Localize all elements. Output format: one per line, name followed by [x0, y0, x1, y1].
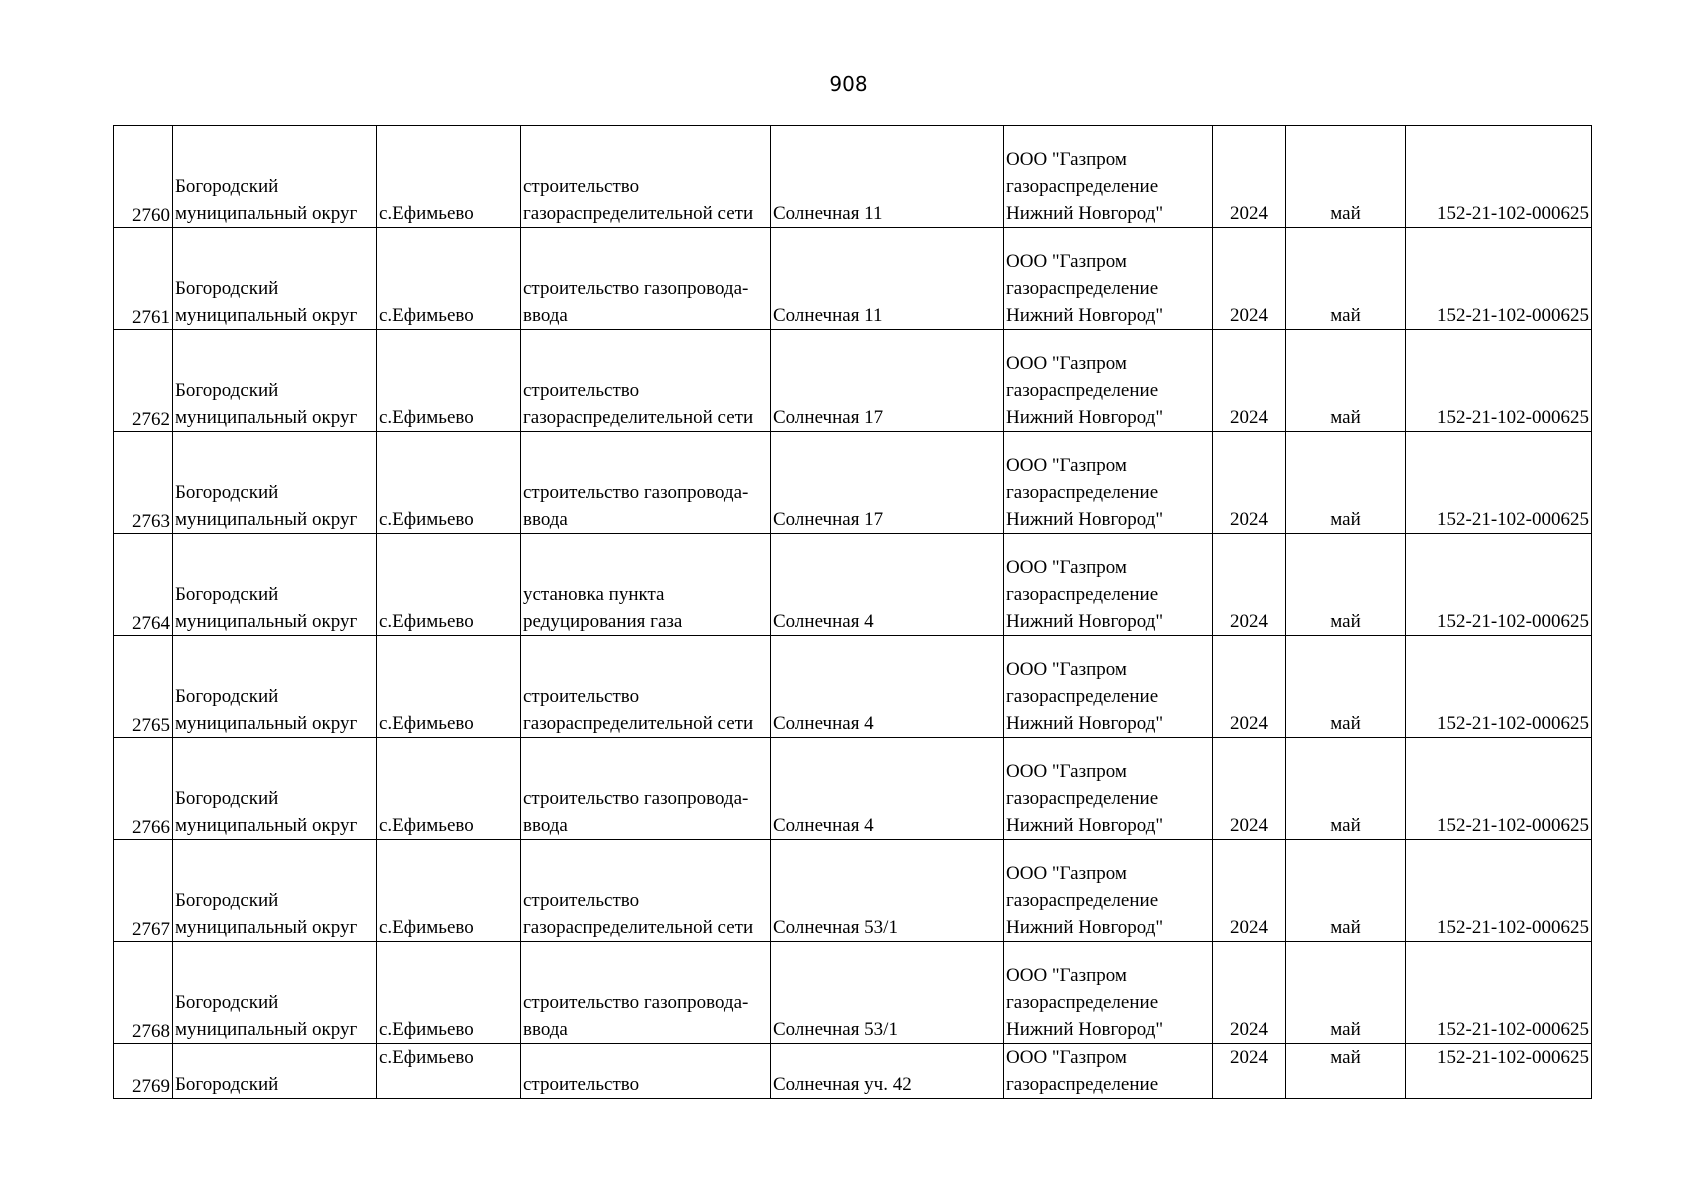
- work-type-cell: [521, 942, 771, 1044]
- address-cell: Солнечная 53/1: [771, 942, 1004, 1044]
- org-line: ООО "Газпром: [1006, 251, 1127, 272]
- district-line: Богородский: [175, 686, 279, 707]
- district-line: Богородский: [175, 788, 279, 809]
- table-row: [114, 228, 1592, 330]
- district-line: Богородский: [175, 992, 279, 1013]
- address-cell: Солнечная 4: [771, 534, 1004, 636]
- work-line: строительство: [523, 1074, 640, 1095]
- work-line: строительство: [523, 890, 640, 911]
- org-line: Нижний Новгород": [1006, 917, 1164, 938]
- row-number: 2765: [114, 636, 173, 738]
- work-line: строительство: [523, 176, 640, 197]
- year-cell: 2024: [1213, 636, 1286, 738]
- work-line: ввода: [523, 1019, 568, 1040]
- locality-cell: с.Ефимьево: [377, 126, 521, 228]
- org-line: газораспределение: [1006, 176, 1159, 197]
- code-cell: 152-21-102-000625: [1406, 1044, 1592, 1099]
- work-type-cell: [521, 840, 771, 942]
- row-number: 2768: [114, 942, 173, 1044]
- work-line: строительство газопровода-: [523, 788, 749, 809]
- address-cell: Солнечная уч. 42: [771, 1044, 1004, 1099]
- district-line: Богородский: [175, 890, 279, 911]
- locality-cell: с.Ефимьево: [377, 432, 521, 534]
- page-number: 908: [829, 72, 868, 96]
- locality-cell: с.Ефимьево: [377, 636, 521, 738]
- district-line: муниципальный округ: [175, 815, 358, 836]
- work-type-cell: [521, 738, 771, 840]
- code-cell: 152-21-102-000625: [1406, 228, 1592, 330]
- organization-cell: [1004, 840, 1213, 942]
- work-line: ввода: [523, 815, 568, 836]
- organization-cell: [1004, 738, 1213, 840]
- month-cell: май: [1286, 738, 1406, 840]
- gasification-table: [113, 125, 1592, 1099]
- district-cell: [173, 942, 377, 1044]
- work-line: строительство: [523, 380, 640, 401]
- row-number: 2767: [114, 840, 173, 942]
- org-line: Нижний Новгород": [1006, 407, 1164, 428]
- org-line: газораспределение: [1006, 482, 1159, 503]
- organization-cell: [1004, 636, 1213, 738]
- table-row: [114, 840, 1592, 942]
- district-cell: [173, 228, 377, 330]
- work-line: газораспределительной сети: [523, 917, 754, 938]
- district-cell: [173, 432, 377, 534]
- code-cell: 152-21-102-000625: [1406, 738, 1592, 840]
- year-cell: 2024: [1213, 126, 1286, 228]
- work-line: строительство газопровода-: [523, 278, 749, 299]
- work-type-cell: [521, 330, 771, 432]
- district-line: муниципальный округ: [175, 713, 358, 734]
- table-row: [114, 636, 1592, 738]
- org-line: ООО "Газпром: [1006, 455, 1127, 476]
- org-line: Нижний Новгород": [1006, 1019, 1164, 1040]
- year-cell: 2024: [1213, 738, 1286, 840]
- org-line: газораспределение: [1006, 992, 1159, 1013]
- table-row: [114, 942, 1592, 1044]
- district-cell: [173, 840, 377, 942]
- work-line: установка пункта: [523, 584, 665, 605]
- row-number: 2760: [114, 126, 173, 228]
- work-line: ввода: [523, 509, 568, 530]
- district-line: муниципальный округ: [175, 917, 358, 938]
- district-line: Богородский: [175, 482, 279, 503]
- table-row: [114, 1044, 1592, 1099]
- locality-cell: с.Ефимьево: [377, 840, 521, 942]
- month-cell: май: [1286, 840, 1406, 942]
- table-row: [114, 432, 1592, 534]
- code-cell: 152-21-102-000625: [1406, 942, 1592, 1044]
- organization-cell: [1004, 1044, 1213, 1099]
- year-cell: 2024: [1213, 840, 1286, 942]
- org-line: газораспределение: [1006, 788, 1159, 809]
- org-line: ООО "Газпром: [1006, 353, 1127, 374]
- year-cell: 2024: [1213, 1044, 1286, 1099]
- org-line: Нижний Новгород": [1006, 203, 1164, 224]
- work-line: редуцирования газа: [523, 611, 683, 632]
- organization-cell: [1004, 330, 1213, 432]
- row-number: 2763: [114, 432, 173, 534]
- address-cell: Солнечная 4: [771, 636, 1004, 738]
- district-line: муниципальный округ: [175, 305, 358, 326]
- table-row: [114, 126, 1592, 228]
- org-line: газораспределение: [1006, 1074, 1159, 1095]
- row-number: 2769: [114, 1044, 173, 1099]
- month-cell: май: [1286, 1044, 1406, 1099]
- year-cell: 2024: [1213, 330, 1286, 432]
- org-line: ООО "Газпром: [1006, 659, 1127, 680]
- code-cell: 152-21-102-000625: [1406, 636, 1592, 738]
- district-line: муниципальный округ: [175, 509, 358, 530]
- district-cell: [173, 1044, 377, 1099]
- org-line: Нижний Новгород": [1006, 305, 1164, 326]
- org-line: газораспределение: [1006, 278, 1159, 299]
- month-cell: май: [1286, 126, 1406, 228]
- code-cell: 152-21-102-000625: [1406, 330, 1592, 432]
- organization-cell: [1004, 432, 1213, 534]
- org-line: ООО "Газпром: [1006, 557, 1127, 578]
- district-line: муниципальный округ: [175, 611, 358, 632]
- org-line: ООО "Газпром: [1006, 965, 1127, 986]
- table-row: [114, 534, 1592, 636]
- work-line: ввода: [523, 305, 568, 326]
- work-line: газораспределительной сети: [523, 713, 754, 734]
- district-cell: [173, 330, 377, 432]
- organization-cell: [1004, 534, 1213, 636]
- year-cell: 2024: [1213, 942, 1286, 1044]
- work-type-cell: [521, 228, 771, 330]
- organization-cell: [1004, 228, 1213, 330]
- locality-cell: с.Ефимьево: [377, 330, 521, 432]
- work-type-cell: [521, 432, 771, 534]
- table-row: [114, 738, 1592, 840]
- work-line: газораспределительной сети: [523, 407, 754, 428]
- address-cell: Солнечная 53/1: [771, 840, 1004, 942]
- district-cell: [173, 126, 377, 228]
- locality-cell: с.Ефимьево: [377, 534, 521, 636]
- work-type-cell: [521, 1044, 771, 1099]
- month-cell: май: [1286, 534, 1406, 636]
- year-cell: 2024: [1213, 228, 1286, 330]
- year-cell: 2024: [1213, 534, 1286, 636]
- code-cell: 152-21-102-000625: [1406, 840, 1592, 942]
- code-cell: 152-21-102-000625: [1406, 126, 1592, 228]
- work-line: строительство газопровода-: [523, 482, 749, 503]
- locality-cell: с.Ефимьево: [377, 942, 521, 1044]
- month-cell: май: [1286, 636, 1406, 738]
- month-cell: май: [1286, 330, 1406, 432]
- district-line: Богородский: [175, 176, 279, 197]
- org-line: ООО "Газпром: [1006, 1047, 1127, 1068]
- district-line: муниципальный округ: [175, 407, 358, 428]
- district-line: Богородский: [175, 380, 279, 401]
- org-line: Нижний Новгород": [1006, 713, 1164, 734]
- work-type-cell: [521, 534, 771, 636]
- address-cell: Солнечная 17: [771, 432, 1004, 534]
- org-line: газораспределение: [1006, 890, 1159, 911]
- table-row: [114, 330, 1592, 432]
- org-line: газораспределение: [1006, 380, 1159, 401]
- district-line: Богородский: [175, 278, 279, 299]
- code-cell: 152-21-102-000625: [1406, 534, 1592, 636]
- locality-cell: с.Ефимьево: [377, 1044, 521, 1099]
- org-line: Нижний Новгород": [1006, 815, 1164, 836]
- month-cell: май: [1286, 432, 1406, 534]
- org-line: Нижний Новгород": [1006, 509, 1164, 530]
- address-cell: Солнечная 11: [771, 228, 1004, 330]
- year-cell: 2024: [1213, 432, 1286, 534]
- locality-cell: с.Ефимьево: [377, 738, 521, 840]
- org-line: ООО "Газпром: [1006, 149, 1127, 170]
- org-line: ООО "Газпром: [1006, 761, 1127, 782]
- row-number: 2762: [114, 330, 173, 432]
- row-number: 2766: [114, 738, 173, 840]
- address-cell: Солнечная 17: [771, 330, 1004, 432]
- org-line: Нижний Новгород": [1006, 611, 1164, 632]
- row-number: 2764: [114, 534, 173, 636]
- row-number: 2761: [114, 228, 173, 330]
- district-line: муниципальный округ: [175, 203, 358, 224]
- district-cell: [173, 636, 377, 738]
- district-cell: [173, 534, 377, 636]
- org-line: газораспределение: [1006, 584, 1159, 605]
- work-line: строительство: [523, 686, 640, 707]
- address-cell: Солнечная 11: [771, 126, 1004, 228]
- work-type-cell: [521, 126, 771, 228]
- locality-cell: с.Ефимьево: [377, 228, 521, 330]
- address-cell: Солнечная 4: [771, 738, 1004, 840]
- month-cell: май: [1286, 228, 1406, 330]
- district-line: Богородский: [175, 584, 279, 605]
- org-line: газораспределение: [1006, 686, 1159, 707]
- code-cell: 152-21-102-000625: [1406, 432, 1592, 534]
- district-line: муниципальный округ: [175, 1019, 358, 1040]
- work-type-cell: [521, 636, 771, 738]
- org-line: ООО "Газпром: [1006, 863, 1127, 884]
- organization-cell: [1004, 126, 1213, 228]
- district-cell: [173, 738, 377, 840]
- month-cell: май: [1286, 942, 1406, 1044]
- work-line: газораспределительной сети: [523, 203, 754, 224]
- organization-cell: [1004, 942, 1213, 1044]
- work-line: строительство газопровода-: [523, 992, 749, 1013]
- district-line: Богородский: [175, 1074, 279, 1095]
